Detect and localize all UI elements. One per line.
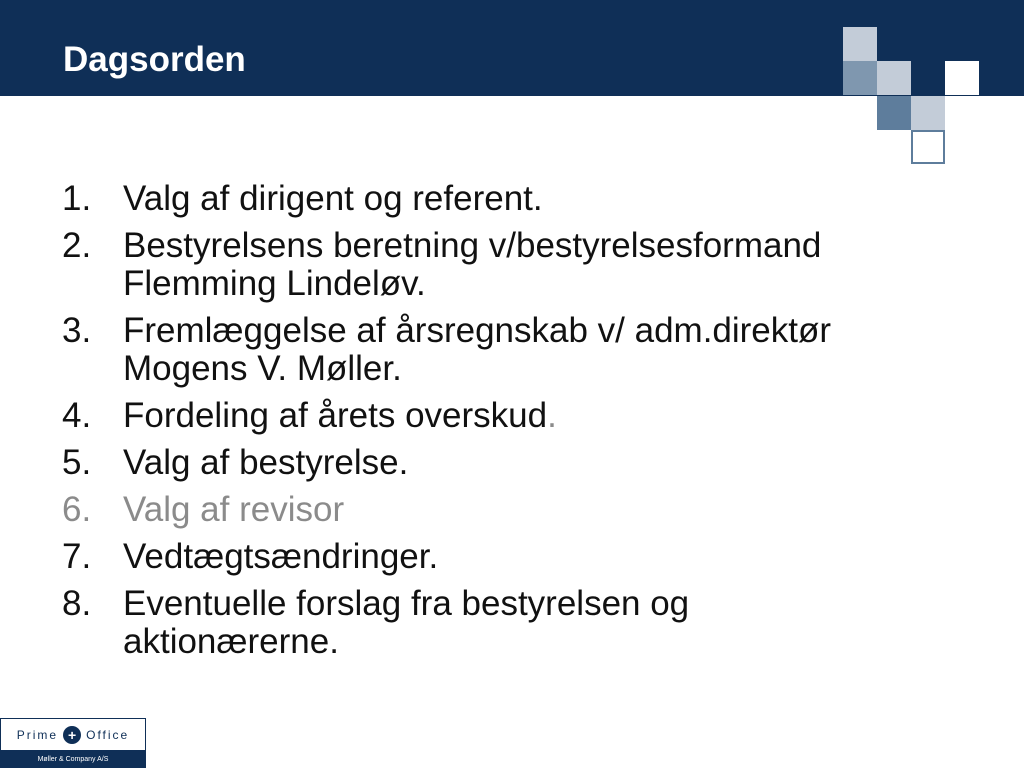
agenda-item xyxy=(62,585,962,661)
logo-subline: Møller & Company A/S xyxy=(1,750,145,768)
slide-title: Dagsorden xyxy=(63,40,246,79)
item-number: 6. xyxy=(62,490,92,529)
item-number: 5. xyxy=(62,443,92,482)
plus-icon: + xyxy=(63,726,81,744)
decor-square-outline xyxy=(911,130,945,164)
decor-square xyxy=(945,61,979,95)
item-text: Bestyrelsens beretning v/bestyrelsesformand Flemming Lindeløv. xyxy=(123,226,822,303)
item-number: 2. xyxy=(62,226,92,265)
decor-square xyxy=(843,61,877,95)
decor-square xyxy=(911,96,945,130)
item-number: 3. xyxy=(62,311,92,350)
agenda-item xyxy=(62,444,962,482)
item-text: Eventuelle forslag fra bestyrelsen og aktionærerne. xyxy=(123,584,690,661)
item-number: 1. xyxy=(62,179,92,218)
decor-square xyxy=(877,61,911,95)
agenda-item xyxy=(62,538,962,576)
agenda-item xyxy=(62,227,962,303)
agenda-item xyxy=(62,397,962,435)
agenda-item xyxy=(62,180,962,218)
item-text: Valg af revisor xyxy=(123,490,345,529)
item-text: Vedtægtsændringer. xyxy=(123,537,439,576)
logo-wordmark: Prime + Office xyxy=(16,726,130,743)
item-text: Valg af bestyrelse. xyxy=(123,443,409,482)
item-text: Valg af dirigent og referent. xyxy=(123,179,543,218)
agenda-item-dimmed xyxy=(62,491,962,529)
company-logo xyxy=(0,718,146,768)
item-number: 7. xyxy=(62,537,92,576)
item-number: 4. xyxy=(62,396,92,435)
decor-square xyxy=(877,96,911,130)
agenda-item xyxy=(62,312,962,388)
item-text: Fremlæggelse af årsregnskab v/ adm.direktør Mogens V. Møller. xyxy=(123,311,832,388)
agenda-list xyxy=(62,180,962,670)
item-text: Fordeling af årets overskud. xyxy=(123,396,557,435)
decor-square xyxy=(843,27,877,61)
item-number: 8. xyxy=(62,584,92,623)
